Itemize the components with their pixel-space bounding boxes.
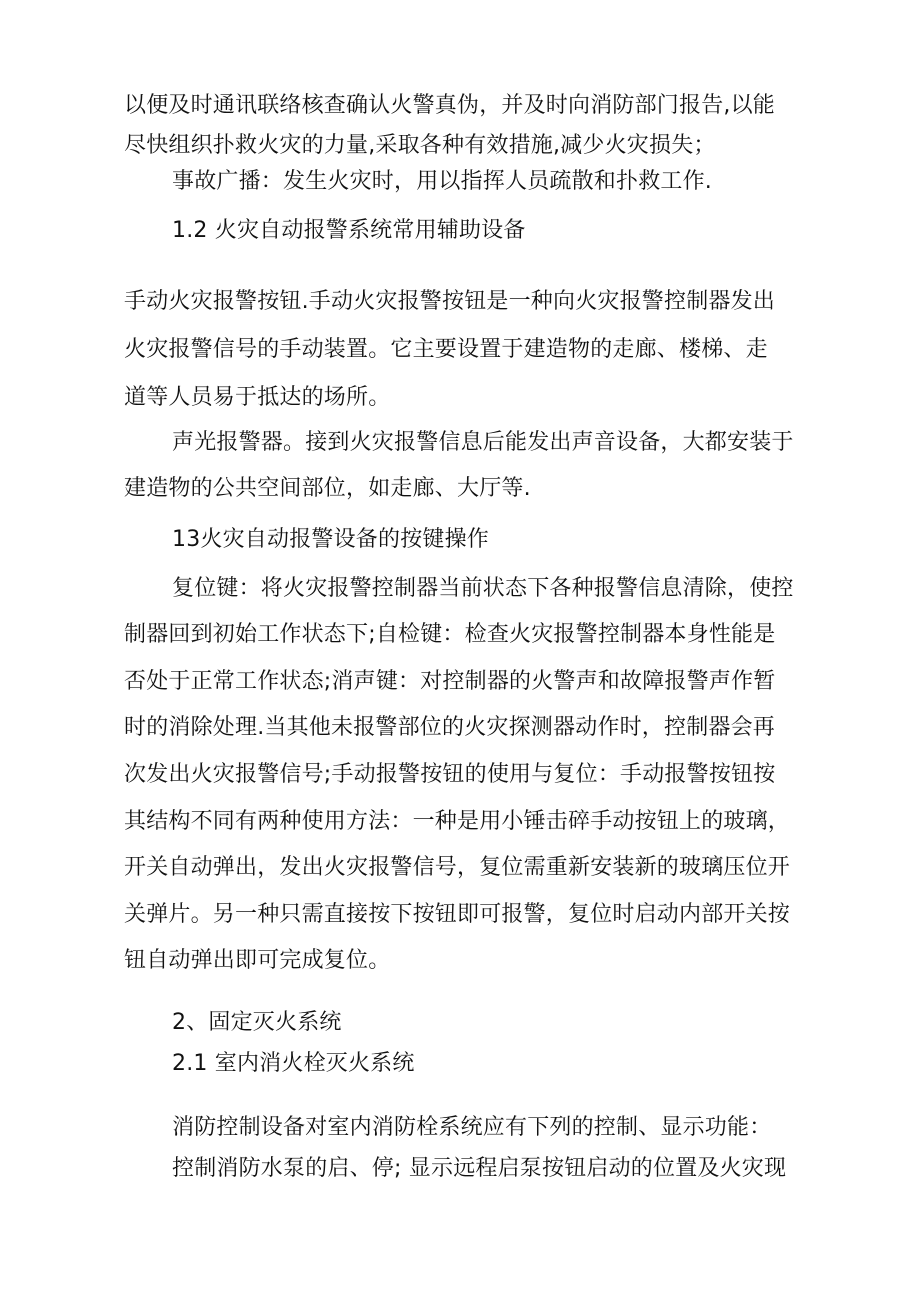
section-heading: 2、固定灭火系统 [172, 1010, 342, 1035]
body-text-line: 道等人员易于抵达的场所。 [124, 385, 391, 410]
section-heading: 2.1 室内消火栓灭火系统 [172, 1051, 415, 1076]
body-text-line: 其结构不同有两种使用方法：一种是用小锤击碎手动按钮上的玻璃， [124, 809, 791, 834]
body-text-line: 钮自动弹出即可完成复位。 [124, 948, 391, 973]
body-text-line: 时的消除处理.当其他未报警部位的火灾探测器动作时，控制器会再 [124, 715, 775, 740]
body-text-line: 声光报警器。接到火灾报警信息后能发出声音设备，大都安装于 [172, 430, 794, 455]
body-text-line: 事故广播：发生火灾时，用以指挥人员疏散和扑救工作. [172, 169, 712, 194]
section-heading: 1.2 火灾自动报警系统常用辅助设备 [172, 218, 526, 243]
body-text-line: 复位键：将火灾报警控制器当前状态下各种报警信息清除，使控 [172, 576, 794, 601]
body-text-line: 消防控制设备对室内消防栓系统应有下列的控制、显示功能： [172, 1115, 772, 1140]
body-text-line: 建造物的公共空间部位，如走廊、大厅等. [124, 476, 531, 501]
body-text-line: 否处于正常工作状态;消声键：对控制器的火警声和故障报警声作暂 [124, 669, 776, 694]
body-text-line: 制器回到初始工作状态下;自检键：检查火灾报警控制器本身性能是 [124, 622, 776, 647]
body-text-line: 次发出火灾报警信号;手动报警按钮的使用与复位：手动报警按钮按 [124, 762, 776, 787]
section-heading: 13火灾自动报警设备的按键操作 [172, 527, 489, 552]
body-text-line: 控制消防水泵的启、停; 显示远程启泵按钮启动的位置及火灾现 [172, 1156, 787, 1181]
body-text-line: 火灾报警信号的手动装置。它主要设置于建造物的走廊、楼梯、走 [124, 337, 768, 362]
body-text-line: 手动火灾报警按钮.手动火灾报警按钮是一种向火灾报警控制器发出 [124, 289, 775, 314]
body-text-line: 关弹片。另一种只需直接按下按钮即可报警，复位时启动内部开关按 [124, 902, 791, 927]
body-text-line: 开关自动弹出，发出火灾报警信号，复位需重新安装新的玻璃压位开 [124, 855, 791, 880]
body-text-line: 以便及时通讯联络核查确认火警真伪，并及时向消防部门报告,以能 [124, 93, 775, 118]
body-text-line: 尽快组织扑救火灾的力量,采取各种有效措施,减少火灾损失； [124, 133, 716, 158]
